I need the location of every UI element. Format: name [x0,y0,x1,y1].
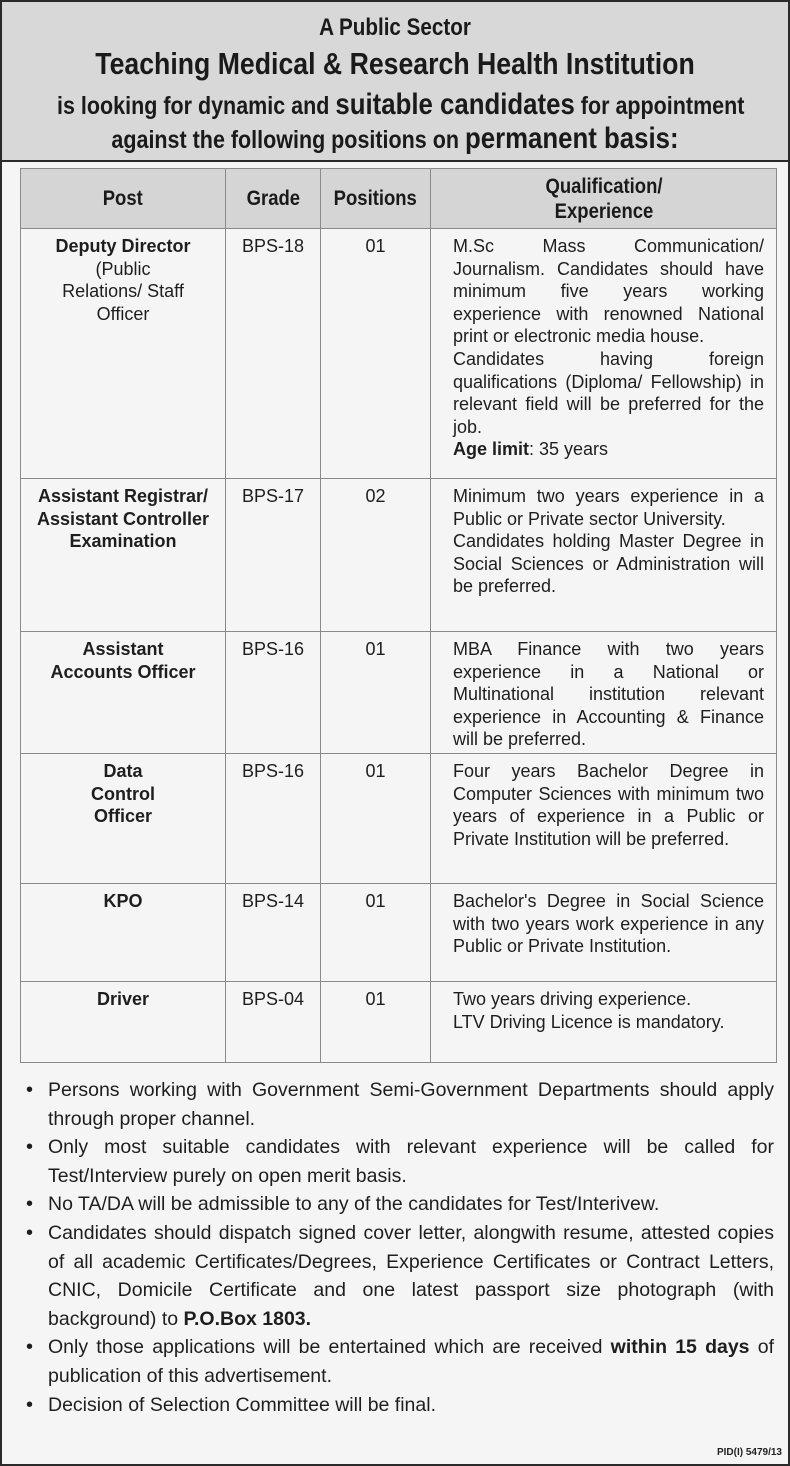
qualification-text: Two years driving experience. [453,989,692,1009]
qualification-text: Candidates having foreign qualifications (Diploma/ Fellowship) in relevant field will be preferred for the job. [453,348,764,437]
table-row [21,982,777,1063]
header-line-4 [57,122,733,156]
column-header-qualification: Qualification/ Experience [431,169,777,229]
table-row [21,229,777,479]
ad-header [2,2,788,162]
qualification-cell [431,479,777,632]
post-cell [21,479,226,632]
post-cell [21,632,226,754]
positions-cell: 01 [321,632,431,754]
qualification-text: Candidates holding Master Degree in Social Sciences or Administration will be preferred. [453,531,764,597]
header-line-4-pre: against the following positions on [111,126,465,154]
list-item: • Decision of Selection Committee will be final. [22,1391,774,1420]
post-cell [21,884,226,982]
grade-cell: BPS-16 [226,632,321,754]
list-item [22,1219,774,1333]
positions-cell: 02 [321,479,431,632]
note-text: Candidates should dispatch signed cover letter, alongwith resume, attested copies of all academic Certificates/Degrees, Experience Certificates or Contract Letters, CNIC, Domicile Certificate and one latest passport size photograph (with background) to [48,1221,774,1330]
post-title: Data Control Officer [91,761,155,827]
header-line-3-emphasis: suitable candidates [335,88,575,121]
positions-cell: 01 [321,229,431,479]
po-box: P.O.Box 1803. [183,1307,312,1330]
positions-cell: 01 [321,982,431,1063]
deadline: within 15 days [610,1336,750,1359]
qualification-cell [431,229,777,479]
post-title: Assistant Accounts Officer [50,639,196,682]
qualification-cell [431,632,777,754]
qualification-text: Minimum two years experience in a Public or Private sector University. [453,486,764,529]
list-item: • Only most suitable candidates with relevant experience will be called for Test/Interview purely on open merit basis. [22,1133,774,1190]
list-item: • Persons working with Government Semi-Government Departments should apply through proper channel. [22,1076,774,1133]
column-header-post: Post [21,169,226,229]
qualification-text: LTV Driving Licence is mandatory. [453,1011,725,1032]
age-limit-value: : 35 years [529,439,609,460]
table-row [21,754,777,884]
header-line-3-pre: is looking for dynamic and [57,92,336,120]
age-limit-label: Age limit [453,439,530,460]
header-line-3 [57,88,745,122]
grade-cell: BPS-17 [226,479,321,632]
grade-cell: BPS-18 [226,229,321,479]
table-header-row [21,169,777,229]
positions-table [20,168,777,1063]
post-cell [21,229,226,479]
post-title: Assistant Registrar/ Assistant Controller Examination [36,486,210,552]
positions-cell: 01 [321,754,431,884]
column-header-grade: Grade [226,169,321,229]
qualification-text: Four years Bachelor Degree in Computer Sciences with minimum two years of experience in a Public or Private Institution will be preferred. [453,761,764,849]
list-item: • No TA/DA will be admissible to any of the candidates for Test/Interivew. [22,1190,774,1219]
qualification-cell [431,754,777,884]
grade-cell: BPS-04 [226,982,321,1063]
positions-cell: 01 [321,884,431,982]
post-cell [21,754,226,884]
table-row [21,479,777,632]
grade-cell: BPS-14 [226,884,321,982]
table-row [21,884,777,982]
table-row [21,632,777,754]
pid-number: PID(I) 5479/13 [716,1447,782,1458]
qualification-cell [431,982,777,1063]
header-line-3-post: for appointment [574,92,745,120]
qualification-cell [431,884,777,982]
qualification-text: Bachelor's Degree in Social Science with two years work experience in any Public or Private Institution. [453,891,764,957]
note-text: of publication of this advertisement. [48,1336,774,1387]
header-line-4-emphasis: permanent basis: [464,122,679,155]
post-title: KPO [103,891,143,911]
qualification-text: M.Sc Mass Communication/ Journalism. Candidates should have minimum five years working experience with renowned National print or electronic media house. [453,236,764,347]
header-line-1: A Public Sector [319,14,471,41]
terms-list [22,1076,774,1419]
note-text: Only those applications will be entertained which are received [48,1336,611,1359]
column-header-positions: Positions [321,169,431,229]
age-limit [453,438,764,461]
institution-title: Teaching Medical & Research Health Institution [95,46,695,81]
qualification-text: MBA Finance with two years experience in a National or Multinational institution relevant experience in Accounting & Finance will be preferred. [453,639,764,750]
post-subtitle: (Public Relations/ Staff Officer [62,258,184,324]
post-title: Driver [96,989,150,1009]
post-title: Deputy Director [55,236,191,256]
post-cell [21,982,226,1063]
grade-cell: BPS-16 [226,754,321,884]
list-item [22,1333,774,1390]
